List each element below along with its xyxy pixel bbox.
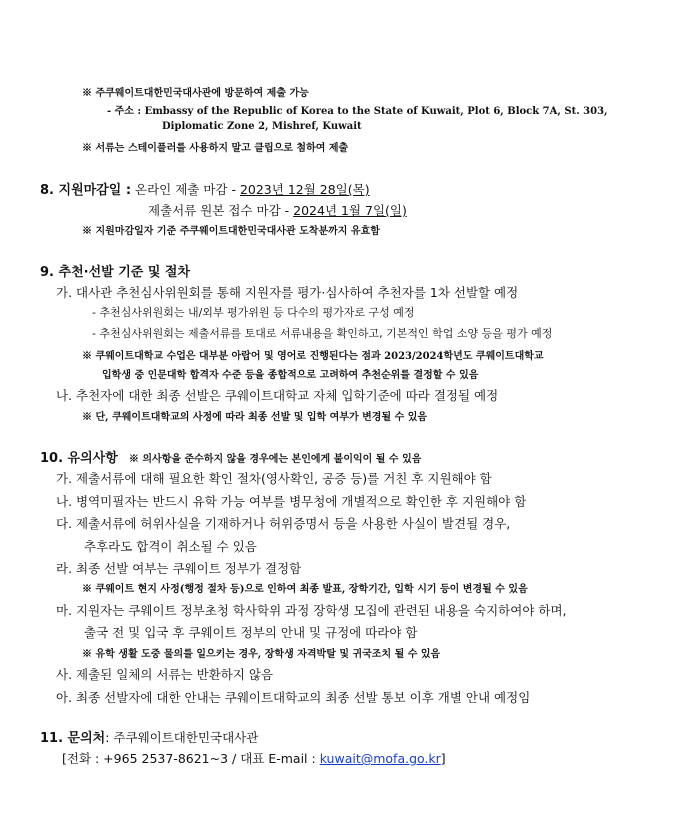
s9-item-ga: 가. 대사관 추천심사위원회를 통해 지원자를 평가·심사하여 추천자를 1차 선발할 예정 <box>56 285 519 300</box>
contact-org: : 주쿠웨이트대한민국대사관 <box>105 730 259 745</box>
contact-close-bracket: ] <box>440 751 446 766</box>
contact-header <box>40 727 258 746</box>
deadline-validity-note: ※ 지원마감일자 기준 주쿠웨이트대한민국대사관 도착분까지 유효함 <box>82 226 380 237</box>
section-10-header <box>40 447 421 466</box>
s10-item-sa: 사. 제출된 일체의 서류는 반환하지 않음 <box>56 667 274 682</box>
embassy-address-line2: Diplomatic Zone 2, Mishref, Kuwait <box>162 121 362 132</box>
contact-email-link[interactable]: kuwait@mofa.go.kr <box>319 751 441 766</box>
section-10-title-note: ※ 의사항을 준수하지 않을 경우에는 본인에게 불이익이 될 수 있음 <box>128 454 422 465</box>
embassy-visit-note: ※ 주쿠웨이트대한민국대사관에 방문하여 제출 가능 <box>82 88 309 99</box>
s10-item-da-line1: 다. 제출서류에 허위사실을 기재하거나 허위증명서 등을 사용한 사실이 발견될 경우, <box>56 516 511 531</box>
s10-item-ma-line1: 마. 지원자는 쿠웨이트 정부초청 학사학위 과정 장학생 모집에 관련된 내용을 숙지하여야 하며, <box>56 603 567 618</box>
online-deadline-date: 2023년 12월 28일(목) <box>239 182 370 197</box>
s9-ga-note-line1: ※ 쿠웨이트대학교 수업은 대부분 아랍어 및 영어로 진행된다는 점과 2023/2024학년도 쿠웨이트대학교 <box>82 351 544 362</box>
embassy-address-line1: - 주소 : Embassy of the Republic of Korea to the State of Kuwait, Plot 6, Block 7A, St. 303, <box>107 106 608 117</box>
section-9-title: 9. 추천·선발 기준 및 절차 <box>40 265 191 280</box>
clip-instruction-note: ※ 서류는 스테이플러를 사용하지 말고 클립으로 첨하여 제출 <box>82 143 349 154</box>
s9-item-na: 나. 추천자에 대한 최종 선발은 쿠웨이트대학교 자체 입학기준에 따라 결정될 예정 <box>56 388 499 403</box>
docs-deadline-label: 제출서류 원본 접수 마감 - <box>148 203 294 218</box>
s10-ra-note: ※ 쿠웨이트 현지 사정(행정 절차 등)으로 인하여 최종 발표, 장학기간, 입학 시기 등이 변경될 수 있음 <box>82 584 528 595</box>
online-deadline-label: 온라인 제출 마감 - <box>135 182 240 197</box>
docs-deadline-date: 2024년 1월 7일(일) <box>293 203 407 218</box>
s10-item-ra: 라. 최종 선발 여부는 쿠웨이트 정부가 결정함 <box>56 561 302 576</box>
section-8-title: 8. 지원마감일 : <box>40 183 132 198</box>
s10-item-ga: 가. 제출서류에 대해 필요한 확인 절차(영사확인, 공증 등)를 거친 후 지원해야 함 <box>56 471 492 486</box>
contact-line <box>62 749 446 767</box>
s9-ga-note-line2: 입학생 중 인문대학 합격자 수준 등을 종합적으로 고려하여 추천순위를 결정할 수 있음 <box>102 370 479 381</box>
s9-item-ga-sub2: - 추천심사위원회는 제출서류를 토대로 서류내용을 확인하고, 기본적인 학업 소양 등을 평가 예정 <box>92 327 553 340</box>
s10-item-a: 아. 최종 선발자에 대한 안내는 쿠웨이트대학교의 최종 선발 통보 이후 개별 안내 예정임 <box>56 690 531 705</box>
deadline-docs-line <box>148 201 407 219</box>
contact-phone: [전화 : +965 2537-8621~3 / 대표 E-mail : <box>62 751 320 766</box>
deadline-online-line <box>40 179 370 198</box>
s9-na-note: ※ 단, 쿠웨이트대학교의 사정에 따라 최종 선발 및 입학 여부가 변경될 수 있음 <box>82 412 428 423</box>
s10-ma-note: ※ 유학 생활 도중 물의를 일으키는 경우, 장학생 자격박탈 및 귀국조치 될 수 있음 <box>82 649 441 660</box>
s10-item-na: 나. 병역미필자는 반드시 유학 가능 여부를 병무청에 개별적으로 확인한 후 지원해야 함 <box>56 494 527 509</box>
s9-item-ga-sub1: - 추천심사위원회는 내/외부 평가위원 등 다수의 평가자로 구성 예정 <box>92 306 415 319</box>
s10-item-ma-line2: 출국 전 및 입국 후 쿠웨이트 정부의 안내 및 규정에 따라야 함 <box>84 625 418 640</box>
s10-item-da-line2: 추후라도 합격이 취소될 수 있음 <box>84 539 257 554</box>
section-11-title: 11. 문의처 <box>40 731 106 746</box>
section-10-title: 10. 유의사항 <box>40 451 118 466</box>
